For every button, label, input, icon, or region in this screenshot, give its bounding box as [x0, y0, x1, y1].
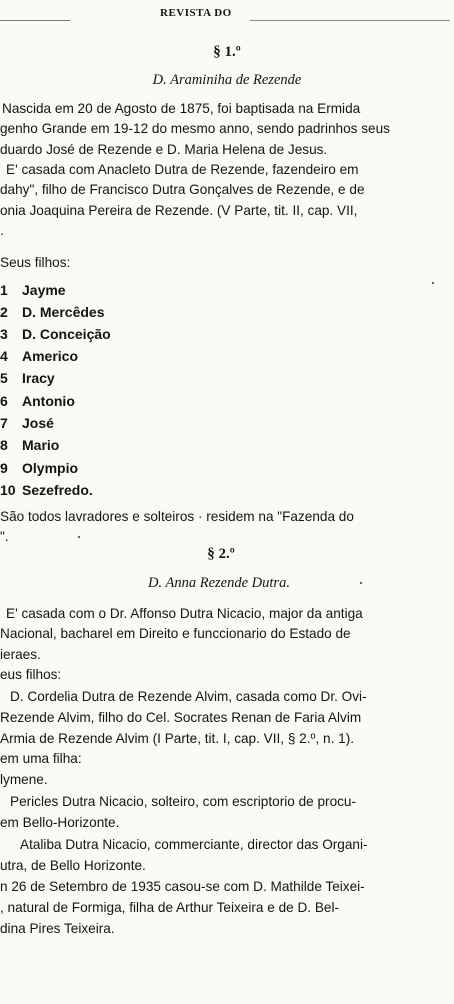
child-name: Olympio — [22, 460, 79, 476]
child-number: 4 — [0, 348, 8, 364]
s2-para4-line3: n 26 de Setembro de 1935 casou-se com D. Mathilde Teixei- — [0, 879, 365, 894]
section-2-title: D. Anna Rezende Dutra. — [148, 575, 290, 591]
child-number: 10 — [0, 482, 16, 498]
child-item — [0, 480, 93, 500]
s2-para3-line2: em Bello-Horizonte. — [0, 815, 120, 830]
ink-speck — [432, 282, 434, 284]
s1-para1-line1: Nascida em 20 de Agosto de 1875, foi baptisada na Ermida — [2, 101, 361, 116]
s1-para1-line2: genho Grande em 19-12 do mesmo anno, sendo padrinhos seus — [0, 121, 390, 136]
s2-para2-line5: lymene. — [0, 772, 48, 787]
s2-para2-line1: D. Cordelia Dutra de Rezende Alvim, casada como Dr. Ovi- — [10, 689, 367, 704]
running-header: REVISTA DO — [160, 7, 232, 19]
s1-children-label: Seus filhos: — [0, 255, 71, 270]
child-number: 3 — [0, 326, 8, 342]
child-item — [0, 302, 104, 322]
section-2-number: § 2.º — [207, 546, 235, 562]
s2-para4-line2: utra, de Bello Horizonte. — [0, 858, 146, 873]
child-number: 6 — [0, 393, 8, 409]
ink-speck — [78, 536, 80, 538]
s2-para1-line1: E' casada com o Dr. Affonso Dutra Nicacio, major da antiga — [6, 606, 363, 621]
child-item — [0, 346, 78, 366]
child-number: 1 — [0, 282, 8, 298]
s1-para2-line1: E' casada com Anacleto Dutra de Rezende, fazendeiro em — [6, 162, 359, 177]
s2-para2-line2: Rezende Alvim, filho do Cel. Socrates Renan de Faria Alvim — [0, 710, 362, 725]
s1-closing-line2: ". — [0, 529, 9, 544]
child-number: 5 — [0, 370, 8, 386]
header-rule-left — [0, 20, 70, 21]
section-1-number: § 1.º — [213, 44, 241, 60]
s2-para4-line1: Ataliba Dutra Nicacio, commerciante, director das Organi- — [20, 837, 368, 852]
s1-para2-line2: dahy", filho de Francisco Dutra Gonçalves de Rezende, e de — [0, 182, 365, 197]
s1-para2-line4: . — [0, 223, 4, 238]
child-number: 2 — [0, 304, 8, 320]
s1-para1-line3: duardo José de Rezende e D. Maria Helena de Jesus. — [0, 142, 328, 157]
child-item — [0, 280, 66, 300]
child-name: Jayme — [22, 282, 66, 298]
s2-para1-line2: Nacional, bacharel em Direito e funccionario do Estado de — [0, 626, 351, 641]
s1-para2-line3: onia Joaquina Pereira de Rezende. (V Parte, tit. II, cap. VII, — [0, 203, 358, 218]
s2-para1-line3: ieraes. — [0, 647, 41, 662]
child-name: Iracy — [22, 370, 55, 386]
s2-para2-line4: em uma filha: — [0, 751, 82, 766]
ink-speck — [360, 582, 362, 584]
child-number: 7 — [0, 415, 8, 431]
child-item — [0, 435, 59, 455]
child-number: 9 — [0, 460, 8, 476]
child-name: Sezefredo. — [22, 482, 93, 498]
s2-para4-line5: dina Pires Teixeira. — [0, 921, 115, 936]
child-name: José — [22, 415, 54, 431]
s2-para4-line4: , natural de Formiga, filha de Arthur Teixeira e de D. Bel- — [0, 900, 340, 915]
header-rule-right — [250, 20, 450, 21]
child-item — [0, 368, 55, 388]
child-name: D. Mercêdes — [22, 304, 105, 320]
child-item — [0, 413, 54, 433]
child-item — [0, 458, 78, 478]
child-item — [0, 324, 111, 344]
s1-closing-line1: São todos lavradores e solteiros · residem na "Fazenda do — [0, 509, 354, 524]
section-1-title: D. Araminiha de Rezende — [152, 72, 302, 88]
s2-para1-line4: eus filhos: — [0, 667, 62, 682]
s2-para2-line3: Armia de Rezende Alvim (I Parte, tit. I, cap. VII, § 2.º, n. 1). — [0, 731, 355, 746]
child-name: Antonio — [22, 393, 75, 409]
child-name: Americo — [22, 348, 79, 364]
s2-para3-line1: Pericles Dutra Nicacio, solteiro, com escriptorio de procu- — [10, 794, 357, 809]
child-name: D. Conceição — [22, 326, 111, 342]
child-number: 8 — [0, 437, 8, 453]
child-item — [0, 391, 75, 411]
child-name: Mario — [22, 437, 60, 453]
